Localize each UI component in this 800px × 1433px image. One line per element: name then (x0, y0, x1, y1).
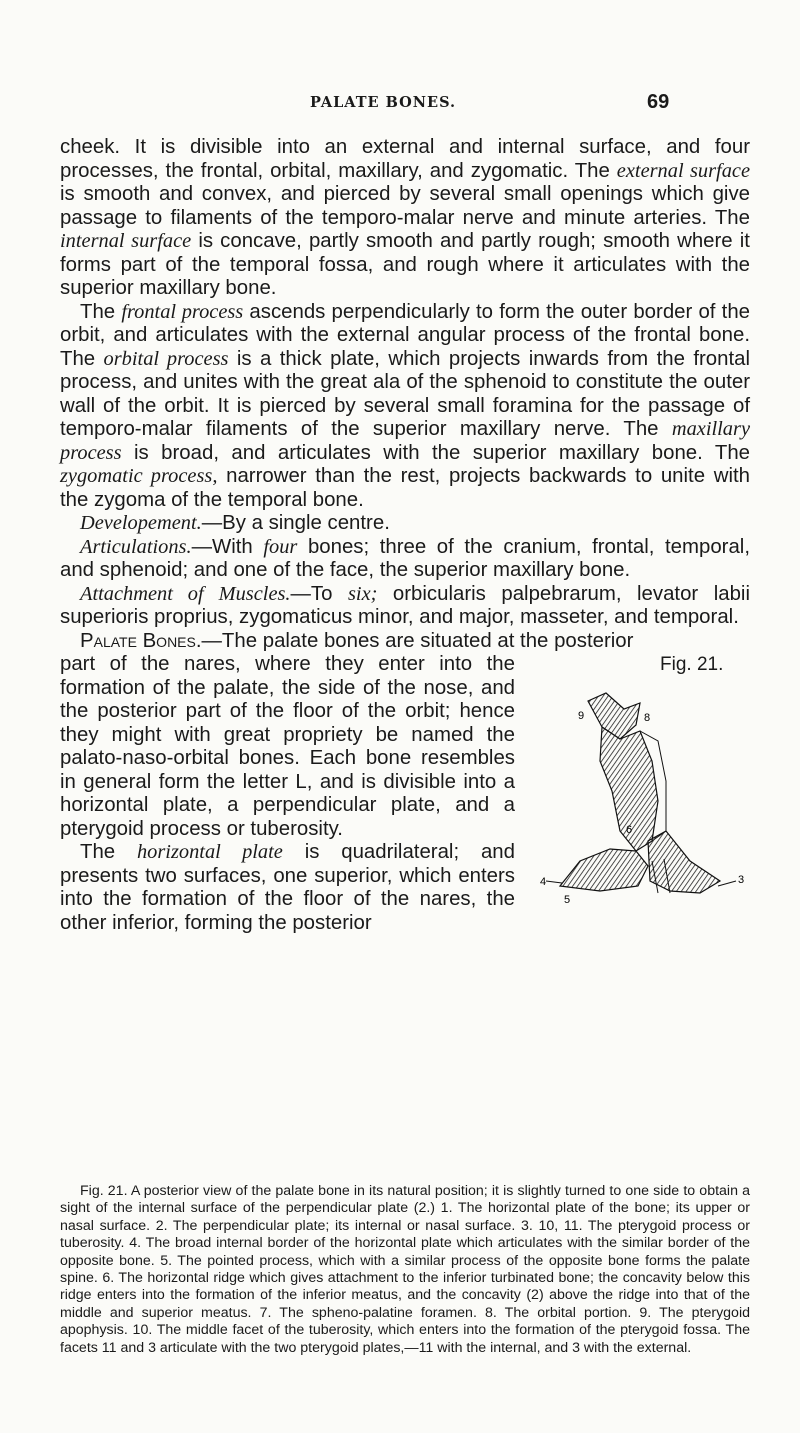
running-head: PALATE BONES. (310, 94, 457, 111)
paragraph-development: Developement.—By a single centre. (80, 512, 390, 534)
figure-label: Fig. 21. (660, 654, 724, 675)
paragraph-articulations: Articulations.—With four bones; three of the cranium, frontal, temporal, and sphenoid; and one of the face, the superior maxillary bone. (60, 535, 750, 581)
marker-6: 6 (626, 824, 633, 836)
paragraph-palate-bones-heading: Palate Bones.—The palate bones are situated at the posterior (80, 629, 634, 652)
marker-9: 9 (578, 710, 585, 722)
marker-5: 5 (564, 894, 571, 906)
marker-3: 3 (738, 874, 745, 886)
figure-21 (540, 653, 750, 923)
paragraph-muscles: Attachment of Muscles.—To six; orbicularis palpebrarum, levator labii superioris proprius, zygomaticus minor, and major, masseter, and temporal. (60, 582, 750, 628)
paragraph-cheek: cheek. It is divisible into an external and internal surface, and four processes, the frontal, orbital, maxillary, and zygomatic. The external surface is smooth and convex, and pierced by several small openings which give passage to filaments of the temporo-malar nerve and minute arteries. The internal surface is concave, partly smooth and partly rough; smooth where it forms part of the temporal fossa, and rough where it articulates with the superior maxillary bone. (60, 136, 750, 299)
body-text (60, 136, 750, 935)
page-number: 69 (647, 91, 670, 113)
paragraph-horizontal-plate: The horizontal plate is quadrilateral; and presents two surfaces, one superior, which enters into the formation of the floor of the nares, the other inferior, forming the posterior (60, 841, 515, 934)
paragraph-palate-bones: part of the nares, where they enter into the formation of the palate, the side of the nose, and the posterior part of the floor of the orbit; hence they might with great propriety be named the palato-naso-orbital bones. Each bone resembles in general form the letter L, and is divisible into a horizontal plate, a perpendicular plate, and a pterygoid process or tuberosity. (60, 653, 515, 840)
palate-bone-illustration (540, 681, 750, 911)
paragraph-processes: The frontal process ascends perpendicularly to form the outer border of the orbit, and articulates with the external angular process of the frontal bone. The orbital process is a thick plate, which projects inwards from the frontal process, and unites with the great ala of the sphenoid to constitute the outer wall of the orbit. It is pierced by several small foramina for the passage of temporo-malar filaments of the superior maxillary nerve. The maxillary process is broad, and articulates with the superior maxillary bone. The zygomatic process, narrower than the rest, projects backwards to unite with the zygoma of the temporal bone. (60, 300, 750, 511)
marker-8: 8 (644, 712, 651, 724)
page-header (0, 91, 800, 134)
figure-wrap-region (60, 653, 750, 935)
marker-4: 4 (540, 876, 547, 888)
figure-caption: Fig. 21. A posterior view of the palate bone in its natural position; it is slightly turned to one side to obtain a sight of the internal surface of the perpendicular plate (2.) 1. The horizontal plate of the bone; its upper or nasal surface. 2. The perpendicular plate; its internal or nasal surface. 3. 10, 11. The pterygoid process or tuberosity. 4. The broad internal border of the horizontal plate which articulates with the similar border of the opposite bone. 5. The pointed process, which with a similar process of the opposite bone forms the palate spine. 6. The horizontal ridge which gives attachment to the inferior turbinated bone; the concavity below this ridge enters into the formation of the inferior meatus, and the concavity (2) above the ridge into that of the middle and superior meatus. 7. The spheno-palatine foramen. 8. The orbital portion. 9. The pterygoid apophysis. 10. The middle facet of the tuberosity, which enters into the formation of the pterygoid fossa. The facets 11 and 3 articulate with the two pterygoid plates,—11 with the internal, and 3 with the external. (60, 1183, 750, 1356)
